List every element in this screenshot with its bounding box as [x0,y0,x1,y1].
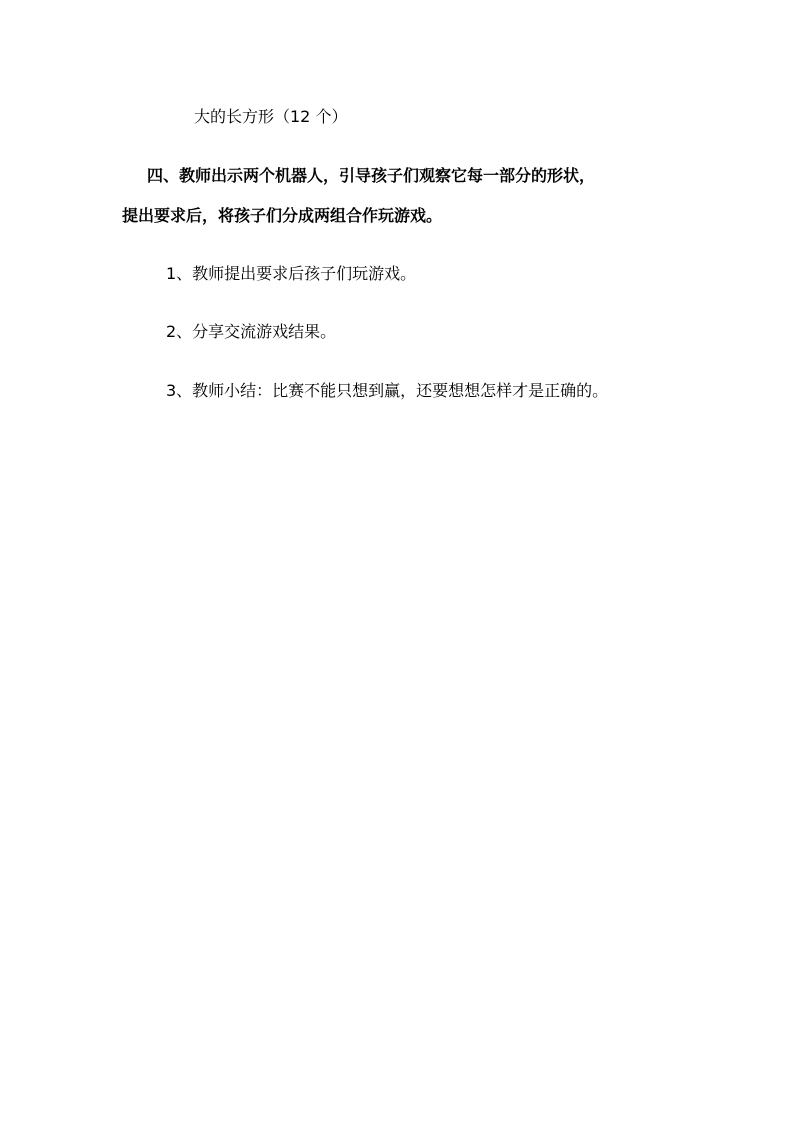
section-four-heading-line-1: 四、教师出示两个机器人，引导孩子们观察它每一部分的形状， [147,166,596,185]
list-item-3: 3、教师小结：比赛不能只想到赢，还要想想怎样才是正确的。 [166,381,609,400]
list-item-2: 2、分享交流游戏结果。 [166,322,337,341]
text-line-shape-count: 大的长方形（12 个） [194,107,348,126]
list-item-1: 1、教师提出要求后孩子们玩游戏。 [166,264,417,283]
section-four-heading-line-2: 提出要求后，将孩子们分成两组合作玩游戏。 [122,206,443,225]
